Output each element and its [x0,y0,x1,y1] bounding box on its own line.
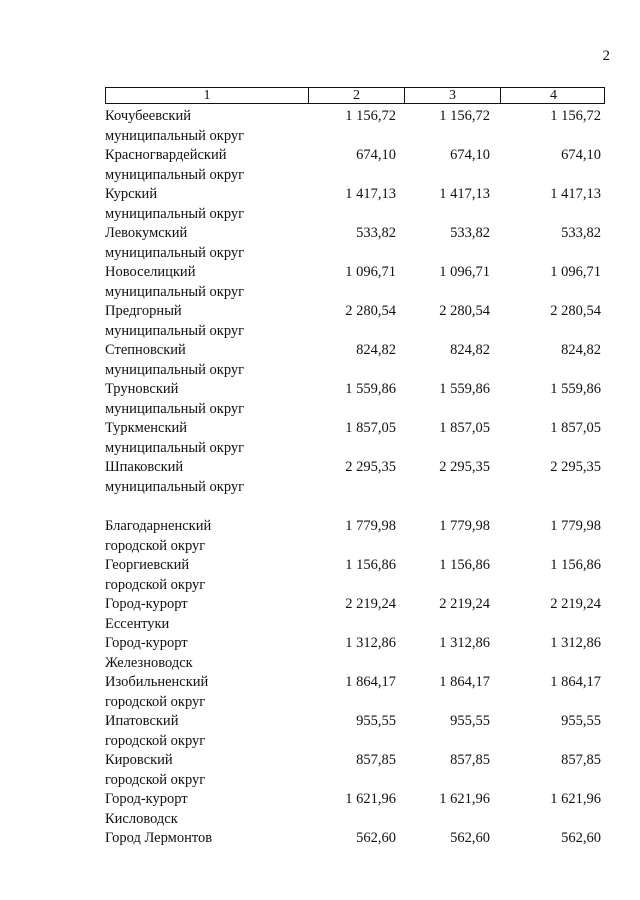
value-col2: 2 219,24 [345,596,396,612]
value-col2: 955,55 [356,713,396,729]
value-col2: 1 312,86 [345,635,396,651]
district-name: Город Лермонтов [105,830,213,846]
value-col4: 1 417,13 [550,186,601,202]
value-col2: 1 156,72 [345,108,396,124]
value-col3: 1 621,96 [439,791,490,807]
column-header-4: 4 [500,88,606,103]
value-col3: 1 417,13 [439,186,490,202]
district-name: Изобильненский городской округ [105,674,209,710]
value-col3: 1 857,05 [439,420,490,436]
value-col2: 1 621,96 [345,791,396,807]
value-col2: 674,10 [356,147,396,163]
district-name: Новоселицкий муниципальный округ [105,264,245,300]
district-name: Туркменский муниципальный округ [105,420,245,456]
value-col4: 2 295,35 [550,459,601,475]
value-col2: 533,82 [356,225,396,241]
value-col3: 1 312,86 [439,635,490,651]
table-row [104,419,604,458]
value-col4: 1 857,05 [550,420,601,436]
value-col3: 2 295,35 [439,459,490,475]
value-col4: 1 621,96 [550,791,601,807]
district-name: Кочубеевский муниципальный округ [105,108,245,144]
value-col4: 824,82 [561,342,601,358]
table-row [104,673,604,712]
value-col2: 2 280,54 [345,303,396,319]
district-name: Курский муниципальный округ [105,186,245,222]
table-row [104,458,604,497]
table-row [104,341,604,380]
table-row [104,107,604,146]
value-col3: 1 156,72 [439,108,490,124]
value-col4: 1 864,17 [550,674,601,690]
table-row [104,829,604,868]
value-col2: 562,60 [356,830,396,846]
value-col4: 674,10 [561,147,601,163]
column-header-2: 2 [308,88,404,103]
column-header-3: 3 [404,88,500,103]
district-name: Шпаковский муниципальный округ [105,459,245,495]
district-name: Труновский муниципальный округ [105,381,245,417]
table-row [104,634,604,673]
district-name: Предгорный муниципальный округ [105,303,245,339]
value-col4: 2 280,54 [550,303,601,319]
value-col3: 533,82 [450,225,490,241]
table-row [104,146,604,185]
value-col4: 562,60 [561,830,601,846]
table-row [104,751,604,790]
value-col3: 674,10 [450,147,490,163]
district-name: Георгиевский городской округ [105,557,206,593]
district-name: Степновский муниципальный округ [105,342,245,378]
table-row [104,380,604,419]
value-col2: 1 156,86 [345,557,396,573]
value-col4: 1 312,86 [550,635,601,651]
value-col2: 1 864,17 [345,674,396,690]
value-col3: 562,60 [450,830,490,846]
value-col4: 1 096,71 [550,264,601,280]
value-col4: 955,55 [561,713,601,729]
table-row [104,517,604,556]
table-body [104,107,604,868]
value-col4: 857,85 [561,752,601,768]
district-name: Ипатовский городской округ [105,713,206,749]
page-number: 2 [602,48,610,64]
value-col2: 857,85 [356,752,396,768]
table-row [104,556,604,595]
value-col2: 1 559,86 [345,381,396,397]
value-col4: 1 559,86 [550,381,601,397]
value-col3: 2 280,54 [439,303,490,319]
value-col2: 2 295,35 [345,459,396,475]
district-name: Город-курорт Кисловодск [105,791,188,827]
value-col3: 1 864,17 [439,674,490,690]
value-col4: 1 779,98 [550,518,601,534]
value-col3: 824,82 [450,342,490,358]
value-col4: 2 219,24 [550,596,601,612]
table-row [104,790,604,829]
value-col2: 1 096,71 [345,264,396,280]
table-row [104,224,604,263]
value-col3: 1 779,98 [439,518,490,534]
value-col3: 857,85 [450,752,490,768]
district-name: Город-курорт Ессентуки [105,596,188,632]
district-name: Кировский городской округ [105,752,206,788]
district-name: Левокумский муниципальный округ [105,225,245,261]
table-row [104,595,604,634]
district-name: Благодарненский городской округ [105,518,212,554]
table-row [104,263,604,302]
value-col2: 1 857,05 [345,420,396,436]
table-row [104,185,604,224]
column-header-1: 1 [203,88,211,103]
value-col3: 1 156,86 [439,557,490,573]
value-col4: 533,82 [561,225,601,241]
value-col3: 1 096,71 [439,264,490,280]
value-col3: 2 219,24 [439,596,490,612]
table-row [104,712,604,751]
value-col4: 1 156,86 [550,557,601,573]
value-col2: 1 779,98 [345,518,396,534]
value-col3: 955,55 [450,713,490,729]
value-col2: 824,82 [356,342,396,358]
value-col2: 1 417,13 [345,186,396,202]
district-name: Город-курорт Железноводск [105,635,193,671]
table-header-row [105,87,605,104]
value-col3: 1 559,86 [439,381,490,397]
value-col4: 1 156,72 [550,108,601,124]
group-spacer [104,497,604,517]
table-row [104,302,604,341]
district-name: Красногвардейский муниципальный округ [105,147,245,183]
